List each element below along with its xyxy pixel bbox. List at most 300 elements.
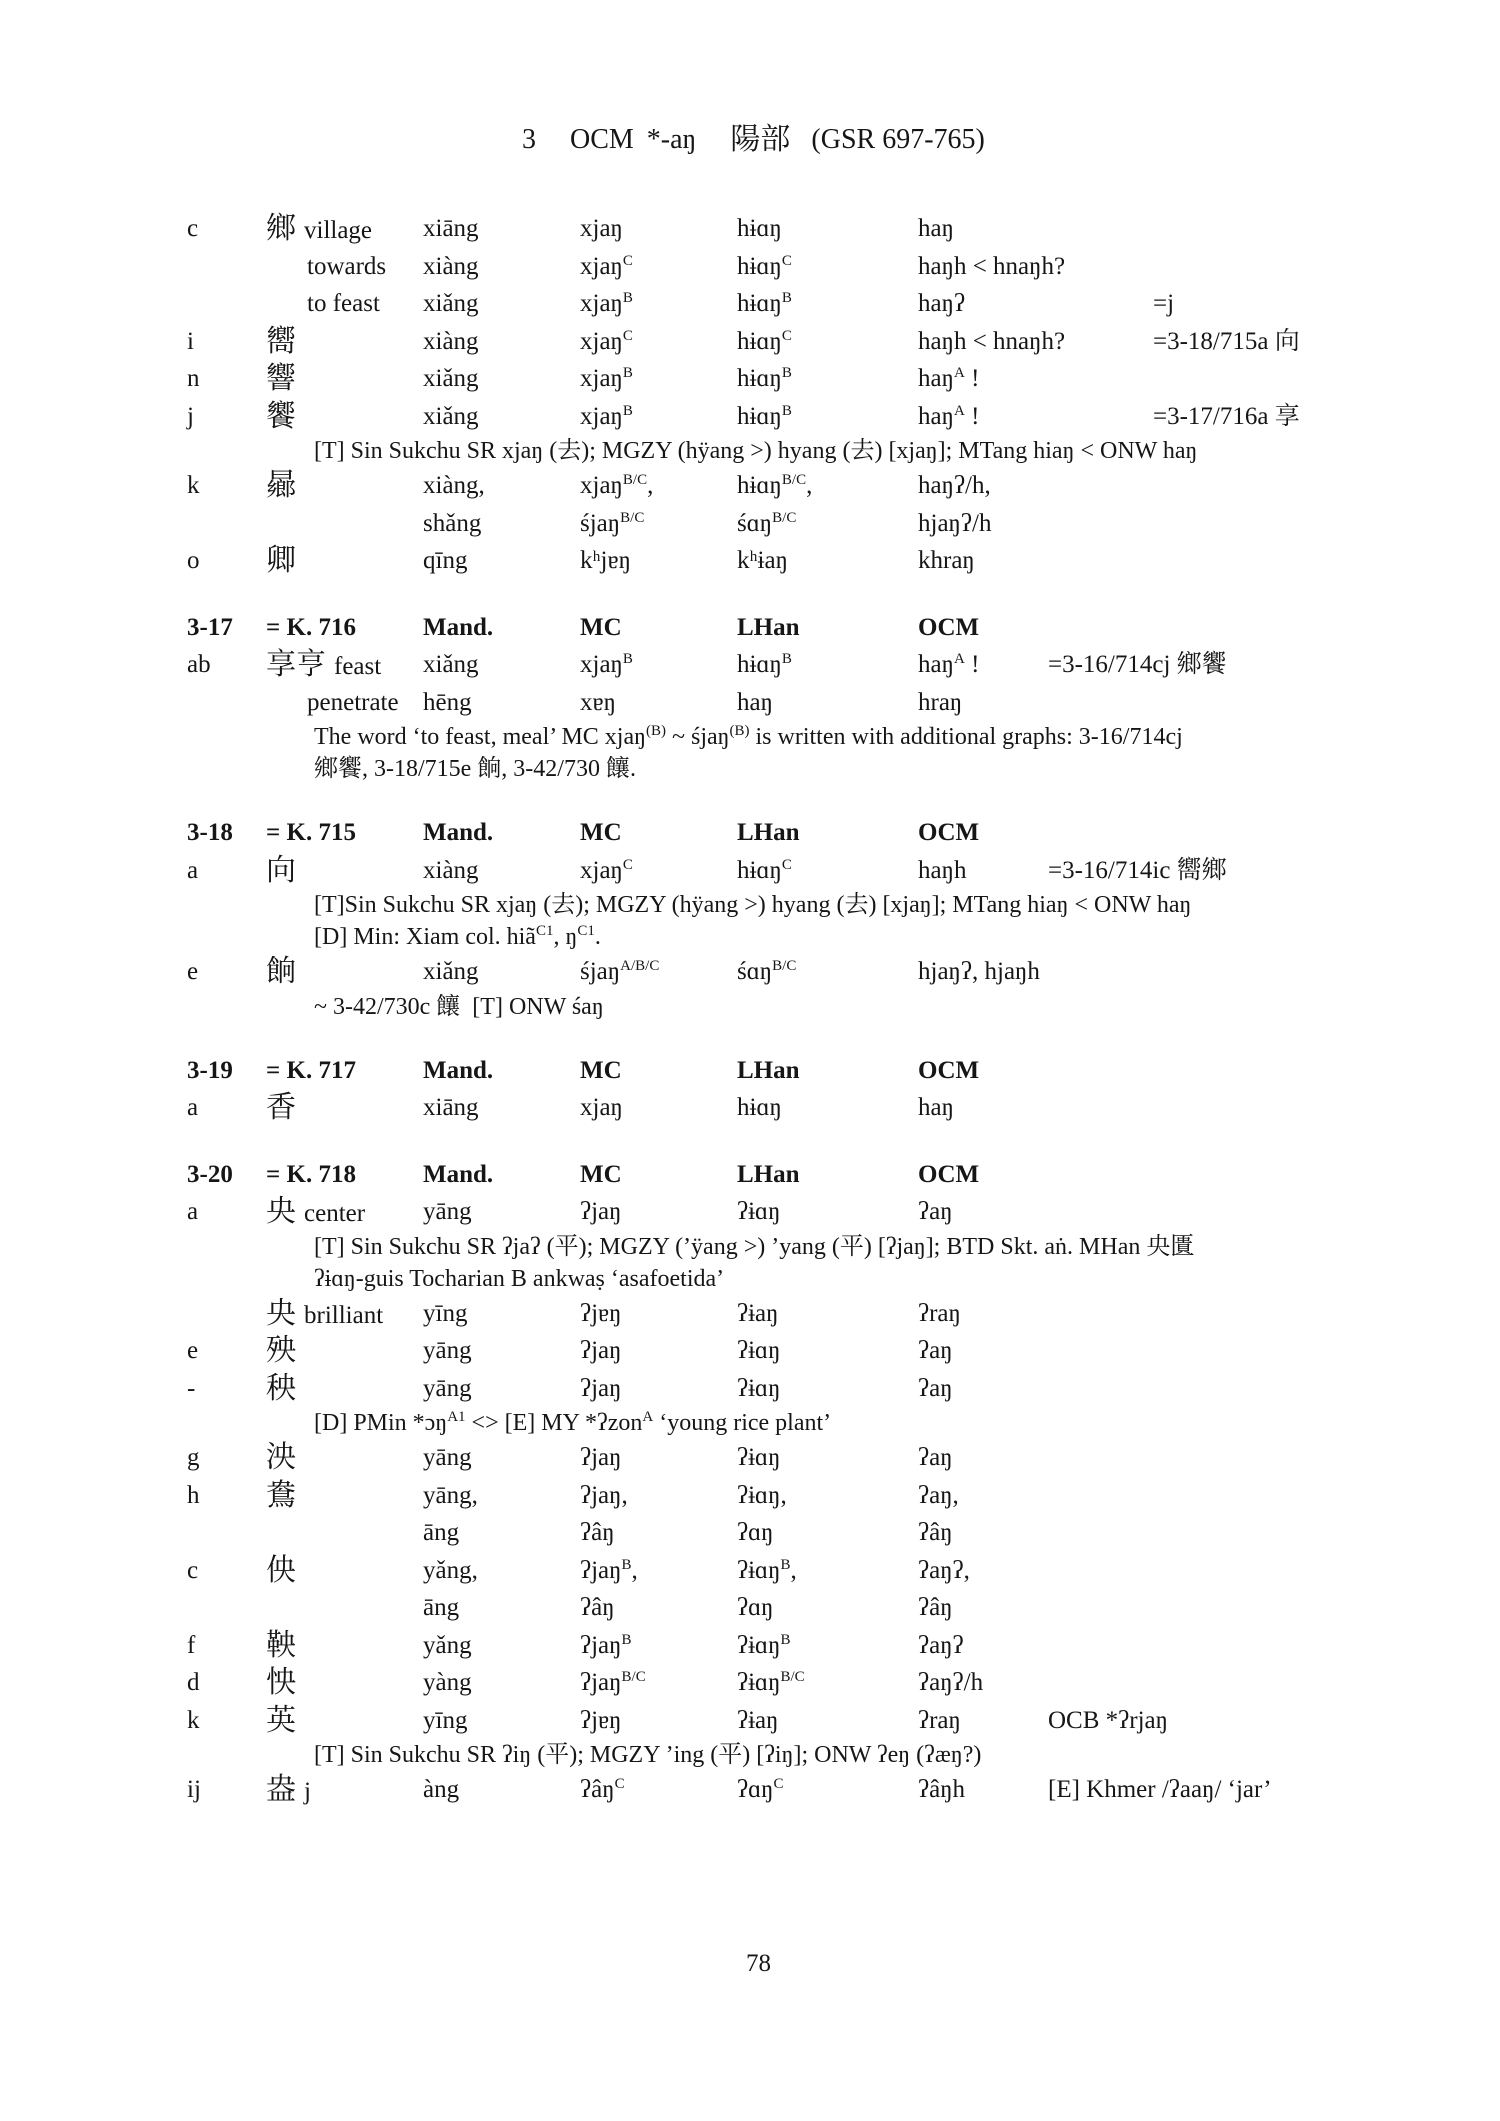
graph-cell [266, 398, 296, 438]
old-chinese-reading: hjaŋʔ, hjaŋh [918, 958, 1040, 985]
note-text: [T] Sin Sukchu SR ʔjaʔ (平); MGZY (’ÿang >) ’yang (平) [ʔjaŋ]; BTD Skt. aṅ. MHan 央匱 [314, 1233, 1195, 1260]
middle-chinese-reading: ʔjaŋ [580, 1444, 622, 1471]
entry-row [0, 1332, 1500, 1370]
series-section [0, 1052, 1500, 1127]
graph-cell [266, 1664, 296, 1704]
later-han-reading: kʰɨaŋ [737, 547, 788, 574]
entry-row [0, 323, 1500, 361]
graph-cell [266, 210, 372, 250]
graph-cell [266, 1295, 383, 1335]
graph-cell [266, 1193, 365, 1233]
mandarin-reading: āng [423, 1519, 460, 1546]
graph-cell [266, 360, 296, 400]
later-han-reading [737, 1552, 797, 1590]
middle-chinese-reading-segment: xjaŋ [580, 290, 623, 317]
entry-row [0, 1295, 1500, 1333]
entry-row [0, 210, 1500, 248]
graph-character: 卿 [266, 544, 296, 577]
graph-character: 秧 [266, 1371, 296, 1405]
middle-chinese-reading-segment: xjaŋ [580, 472, 623, 499]
old-chinese-reading: ʔâŋh [918, 1776, 966, 1803]
old-chinese-reading: haŋh < hnaŋh? [918, 252, 1066, 280]
middle-chinese-reading-segment: śjaŋ [580, 509, 621, 537]
graph-character: 泱 [266, 1441, 296, 1474]
middle-chinese-reading-segment: ʔâŋ [580, 1776, 615, 1803]
middle-chinese-reading-segment: ʔjaŋ [580, 1669, 622, 1696]
mandarin-reading: qīng [423, 547, 468, 574]
column-header-old-chinese: OCM [918, 613, 980, 641]
later-han-reading-segment: hɨɑŋ [737, 252, 782, 280]
middle-chinese-reading [580, 323, 633, 361]
superscript-tone: A [953, 365, 965, 381]
mandarin-reading: shǎng [423, 509, 482, 537]
middle-chinese-reading-segment: , [647, 472, 654, 499]
note-text-segment: . [594, 924, 601, 950]
graph-character: 向 [266, 853, 296, 887]
middle-chinese-reading-segment: ʔjaŋ [580, 1556, 622, 1584]
old-chinese-reading: ʔâŋ [918, 1594, 953, 1621]
middle-chinese-reading [580, 360, 633, 398]
page-title [522, 120, 985, 160]
old-chinese-reading-segment: haŋ [918, 402, 954, 430]
graph-cell [266, 953, 296, 993]
column-header-later-han: LHan [737, 613, 800, 641]
entry-letter: ij [187, 1776, 201, 1803]
graph-cell [266, 323, 296, 363]
mandarin-reading: yīng [423, 1706, 468, 1734]
series-number: 3-18 [187, 819, 233, 846]
cross-reference: =3-16/714ic 嚮鄉 [1048, 856, 1227, 884]
mandarin-reading: xiàng, [423, 472, 485, 499]
mandarin-reading: yǎng, [423, 1556, 478, 1584]
entry-row [0, 953, 1500, 991]
old-chinese-reading-segment: ! [964, 651, 980, 678]
karlgren-number: = K. 716 [266, 613, 356, 641]
old-chinese-reading: haŋ [918, 1094, 954, 1121]
entry-row [0, 1370, 1500, 1408]
mandarin-reading: xiàng [423, 856, 479, 884]
note-text: [T]Sin Sukchu SR xjaŋ (去); MGZY (hÿang >) hyang (去) [xjaŋ]; MTang hiaŋ < ONW haŋ [314, 892, 1192, 918]
graph-cell [266, 646, 381, 686]
column-header-later-han: LHan [737, 1056, 800, 1084]
middle-chinese-reading [580, 953, 659, 991]
middle-chinese-reading: xjaŋ [580, 1094, 623, 1121]
graph-character: 盎 [266, 1773, 296, 1806]
later-han-reading [737, 398, 792, 436]
superscript-tone: B [781, 402, 792, 419]
graph-cell [266, 467, 296, 507]
later-han-reading [737, 360, 792, 398]
entry-row [0, 1477, 1500, 1515]
middle-chinese-reading-segment: xjaŋ [580, 252, 623, 280]
entry-letter: o [187, 547, 200, 574]
superscript-tone: B [621, 1556, 632, 1573]
superscript-tone: (B) [646, 723, 666, 739]
mandarin-reading: xiàng [423, 252, 479, 280]
graph-character: 央 [266, 1195, 296, 1228]
superscript-tone: C1 [577, 923, 595, 939]
note-text: [T] Sin Sukchu SR ʔiŋ (平); MGZY ’ing (平) [ʔiŋ]; ONW ʔeŋ (ʔæŋ?) [314, 1742, 982, 1768]
entry-row [0, 1439, 1500, 1477]
later-han-reading-segment: ʔɨɑŋ [737, 1631, 781, 1659]
entry-row [0, 1089, 1500, 1127]
mandarin-reading: yāng [423, 1337, 472, 1364]
graph-character: 央 [266, 1296, 296, 1330]
column-header-old-chinese: OCM [918, 1160, 980, 1188]
mandarin-reading: yāng [423, 1444, 472, 1471]
cross-reference: OCB *ʔrjaŋ [1048, 1706, 1168, 1734]
superscript-tone: B/C [772, 958, 797, 974]
middle-chinese-reading [580, 646, 633, 684]
old-chinese-reading: khraŋ [918, 547, 975, 574]
graph-cell [266, 1332, 296, 1372]
graph-character: 香 [266, 1091, 296, 1124]
middle-chinese-reading-segment: xjaŋ [580, 651, 623, 678]
cross-reference: =j [1153, 290, 1175, 317]
series-section [0, 814, 1500, 1023]
later-han-reading-segment: hɨɑŋ [737, 402, 782, 430]
later-han-reading: ʔɨaŋ [737, 1706, 779, 1734]
mandarin-reading: xiǎng [423, 958, 479, 985]
middle-chinese-reading: xɐŋ [580, 688, 616, 716]
mandarin-reading: àng [423, 1776, 460, 1803]
entry-row [0, 1664, 1500, 1702]
note-line [0, 991, 1500, 1023]
middle-chinese-reading: xjaŋ [580, 215, 623, 242]
column-header-mandarin: Mand. [423, 1056, 494, 1084]
superscript-tone: A [953, 651, 965, 667]
column-header-middle-chinese: MC [580, 1160, 622, 1188]
middle-chinese-reading: ʔjɐŋ [580, 1706, 622, 1734]
note-text: ʔɨɑŋ-guis Tocharian B ankwaṣ ‘asafoetida’ [314, 1265, 725, 1292]
old-chinese-reading-segment: ! [964, 402, 980, 430]
series-header [0, 1052, 1500, 1090]
graph-character: 嚮 [266, 324, 296, 358]
old-chinese-reading [918, 398, 979, 436]
column-header-middle-chinese: MC [580, 819, 622, 846]
cross-reference: =3-18/715a 向 [1153, 327, 1300, 355]
note-line [0, 753, 1500, 785]
middle-chinese-reading [580, 1771, 625, 1809]
middle-chinese-reading-segment: xjaŋ [580, 402, 623, 430]
old-chinese-reading-segment: haŋ [918, 651, 954, 678]
later-han-reading: ʔɨɑŋ [737, 1444, 781, 1471]
superscript-tone: C [773, 1776, 784, 1792]
entry-letter: i [187, 327, 194, 355]
middle-chinese-reading-segment: ʔjaŋ [580, 1631, 622, 1659]
later-han-reading [737, 1771, 784, 1809]
graph-cell [266, 1370, 296, 1410]
note-text: 鄉饗, 3-18/715e 餉, 3-42/730 饟. [314, 756, 636, 782]
old-chinese-reading: haŋʔ [918, 290, 966, 317]
entry-letter: a [187, 1094, 199, 1121]
middle-chinese-reading: ʔjaŋ [580, 1374, 622, 1402]
old-chinese-reading: ʔâŋ [918, 1519, 953, 1546]
later-han-reading: ʔɨɑŋ [737, 1198, 781, 1225]
later-han-reading [737, 1627, 791, 1665]
column-header-later-han: LHan [737, 1160, 800, 1188]
superscript-tone: (B) [729, 723, 750, 739]
superscript-tone: C1 [535, 923, 554, 939]
middle-chinese-reading [580, 398, 633, 436]
later-han-reading-segment: ʔɑŋ [737, 1776, 774, 1803]
entry-row [0, 1702, 1500, 1740]
later-han-reading: ʔɨɑŋ, [737, 1481, 787, 1509]
old-chinese-reading: haŋʔ/h, [918, 472, 991, 499]
gloss: brilliant [304, 1301, 384, 1329]
note-line [0, 721, 1500, 753]
old-chinese-reading-segment: haŋ [918, 365, 954, 392]
entry-letter: c [187, 215, 199, 242]
later-han-reading [737, 248, 792, 286]
old-chinese-reading [918, 646, 979, 684]
superscript-tone: C [622, 327, 633, 344]
note-line [0, 1263, 1500, 1295]
later-han-reading [737, 953, 796, 991]
superscript-tone: B/C [780, 1669, 805, 1685]
mandarin-reading: xiàng [423, 327, 479, 355]
series-header [0, 609, 1500, 647]
old-chinese-reading: ʔaŋ [918, 1444, 953, 1471]
superscript-tone: C [614, 1776, 625, 1792]
entry-letter: k [187, 1706, 200, 1734]
column-header-middle-chinese: MC [580, 1056, 622, 1084]
entry-letter: - [187, 1374, 196, 1402]
entry-row [0, 1552, 1500, 1590]
karlgren-number: = K. 715 [266, 819, 356, 846]
later-han-reading [737, 646, 792, 684]
superscript-tone: B [781, 290, 792, 306]
middle-chinese-reading [580, 285, 633, 323]
entry-row [0, 248, 1500, 286]
mandarin-reading: xiǎng [423, 290, 479, 317]
page-number: 78 [746, 1950, 771, 1977]
note-line [0, 1739, 1500, 1771]
graph-character: 鄉 [266, 212, 296, 245]
later-han-reading: ʔɨɑŋ [737, 1374, 781, 1402]
old-chinese-reading: haŋh < hnaŋh? [918, 327, 1066, 355]
note-text [314, 721, 1183, 753]
entry-row [0, 1627, 1500, 1665]
note-text-segment: ‘young rice plant’ [653, 1410, 832, 1436]
later-han-reading-segment: , [806, 472, 813, 499]
mandarin-reading: yāng [423, 1374, 472, 1402]
old-chinese-reading-segment: ! [964, 365, 980, 392]
graph-character: 餉 [266, 955, 296, 988]
series-number: 3-20 [187, 1160, 233, 1188]
chapter-number: 3 [522, 124, 536, 155]
entry-row [0, 646, 1500, 684]
later-han-reading-segment: hɨɑŋ [737, 327, 782, 355]
graph-character: 鴦 [266, 1478, 296, 1512]
later-han-reading: hɨɑŋ [737, 215, 782, 242]
later-han-reading: haŋ [737, 688, 773, 716]
superscript-tone: B/C [620, 509, 645, 526]
middle-chinese-reading-segment: , [631, 1556, 638, 1584]
superscript-tone: C [622, 252, 633, 269]
old-chinese-reading: ʔaŋ, [918, 1481, 959, 1509]
later-han-reading: ʔɑŋ [737, 1519, 774, 1546]
superscript-tone: C [781, 252, 792, 269]
middle-chinese-reading [580, 248, 633, 286]
note-text: [T] Sin Sukchu SR xjaŋ (去); MGZY (hÿang >) hyang (去) [xjaŋ]; MTang hiaŋ < ONW haŋ [314, 438, 1198, 464]
later-han-reading [737, 467, 812, 505]
entry-row [0, 505, 1500, 543]
graph-character: 英 [266, 1703, 296, 1737]
entry-row [0, 1771, 1500, 1809]
mandarin-reading: yāng [423, 1198, 472, 1225]
old-chinese-reading: ʔaŋʔ [918, 1631, 964, 1659]
later-han-reading-segment: ʔɨɑŋ [737, 1556, 781, 1584]
graph-character: 殃 [266, 1334, 296, 1367]
superscript-tone: B [622, 402, 633, 419]
cross-reference: [E] Khmer /ʔaaŋ/ ‘jar’ [1048, 1776, 1272, 1803]
old-chinese-reading: ʔaŋʔ/h [918, 1669, 984, 1696]
middle-chinese-reading: ʔjaŋ [580, 1337, 622, 1364]
rhyme-group-chinese: 陽部 [730, 123, 791, 156]
note-text-segment: is written with additional graphs: 3-16/714cj [749, 724, 1183, 750]
middle-chinese-reading [580, 1664, 646, 1702]
mandarin-reading: āng [423, 1594, 460, 1621]
superscript-tone: B/C [772, 509, 797, 526]
column-header-mandarin: Mand. [423, 1160, 494, 1188]
mandarin-reading: xiǎng [423, 402, 479, 430]
old-chinese-reading: ʔaŋʔ, [918, 1556, 970, 1584]
later-han-reading [737, 285, 792, 323]
superscript-tone: A/B/C [620, 958, 660, 974]
gloss: penetrate [307, 688, 399, 716]
series-number: 3-17 [187, 613, 233, 641]
entry-letter: a [187, 1198, 199, 1225]
column-header-later-han: LHan [737, 819, 800, 846]
note-text [314, 921, 601, 953]
mandarin-reading: xiǎng [423, 651, 479, 678]
middle-chinese-reading [580, 505, 644, 543]
graph-character: 怏 [266, 1666, 296, 1699]
note-line [0, 1407, 1500, 1439]
superscript-tone: B/C [781, 472, 807, 488]
graph-cell [266, 1627, 296, 1667]
graph-cell [266, 1702, 296, 1742]
series-header [0, 1156, 1500, 1194]
entry-row [0, 360, 1500, 398]
middle-chinese-reading [580, 1552, 638, 1590]
entry-letter: c [187, 1556, 199, 1584]
karlgren-number: = K. 717 [266, 1056, 356, 1084]
series-header [0, 814, 1500, 852]
entry-table [0, 210, 1500, 1809]
entry-letter: n [187, 365, 200, 392]
mandarin-reading: yǎng [423, 1631, 472, 1659]
middle-chinese-reading: ʔjɐŋ [580, 1299, 622, 1327]
entry-letter: k [187, 472, 200, 499]
mandarin-reading: xiǎng [423, 365, 479, 392]
note-text-segment: <> [E] MY *ʔzon [465, 1410, 643, 1436]
gloss: village [304, 217, 373, 244]
entry-letter: a [187, 856, 199, 884]
mandarin-reading: yàng [423, 1669, 472, 1696]
middle-chinese-reading-segment: śjaŋ [580, 958, 621, 985]
mandarin-reading: xiāng [423, 1094, 479, 1121]
entry-letter: h [187, 1481, 200, 1509]
graph-cell [266, 1552, 296, 1592]
note-line [0, 435, 1500, 467]
graph-cell [266, 1439, 296, 1479]
superscript-tone: B [780, 1631, 791, 1648]
old-chinese-reading: hraŋ [918, 688, 963, 716]
gloss: towards [307, 252, 387, 280]
mandarin-reading: yīng [423, 1299, 468, 1327]
later-han-reading [737, 505, 796, 543]
mandarin-reading: yāng, [423, 1481, 478, 1509]
later-han-reading [737, 1664, 805, 1702]
superscript-tone: C [781, 856, 792, 873]
superscript-tone: B [622, 365, 633, 381]
middle-chinese-reading-segment: xjaŋ [580, 327, 623, 355]
middle-chinese-reading: ʔjaŋ, [580, 1481, 628, 1509]
middle-chinese-reading: ʔâŋ [580, 1519, 615, 1546]
gsr-range: (GSR 697-765) [811, 124, 985, 155]
rhyme-group: *-aŋ [646, 124, 697, 155]
entry-letter: e [187, 958, 199, 985]
superscript-tone: B [621, 1631, 632, 1648]
note-text-segment: [D] PMin *ɔŋ [314, 1410, 448, 1436]
graph-character: 享亨 [266, 648, 326, 681]
note-text-segment: [D] Min: Xiam col. hiã [314, 924, 536, 950]
later-han-reading-segment: śɑŋ [737, 958, 773, 985]
entry-row [0, 1589, 1500, 1627]
middle-chinese-reading-segment: xjaŋ [580, 365, 623, 392]
later-han-reading [737, 852, 792, 890]
graph-character: 曏 [266, 469, 296, 502]
later-han-reading: ʔɨɑŋ [737, 1337, 781, 1364]
graph-character: 饗 [266, 399, 296, 433]
superscript-tone: B [780, 1556, 791, 1573]
old-chinese-reading: ʔraŋ [918, 1706, 961, 1734]
later-han-reading-segment: hɨɑŋ [737, 472, 782, 499]
gloss: center [304, 1200, 366, 1227]
note-line [0, 921, 1500, 953]
note-text-segment: , ŋ [553, 924, 578, 950]
karlgren-number: = K. 718 [266, 1160, 356, 1188]
graph-character: 佒 [266, 1553, 296, 1587]
superscript-tone: B [622, 651, 633, 667]
column-header-mandarin: Mand. [423, 613, 494, 641]
middle-chinese-reading-segment: xjaŋ [580, 856, 623, 884]
graph-character: 響 [266, 362, 296, 395]
superscript-tone: B [622, 290, 633, 306]
middle-chinese-reading [580, 1627, 632, 1665]
later-han-reading-segment: , [790, 1556, 797, 1584]
later-han-reading: hɨɑŋ [737, 1094, 782, 1121]
column-header-old-chinese: OCM [918, 1056, 980, 1084]
entry-row [0, 1193, 1500, 1231]
old-chinese-reading: haŋ [918, 215, 954, 242]
superscript-tone: C [781, 327, 792, 344]
later-han-reading-segment: hɨɑŋ [737, 651, 782, 678]
gloss: feast [334, 653, 382, 680]
superscript-tone: B [781, 651, 792, 667]
entry-row [0, 285, 1500, 323]
entry-letter: j [187, 402, 194, 430]
later-han-reading-segment: ʔɨɑŋ [737, 1669, 781, 1696]
title-label: OCM [570, 124, 634, 155]
entry-row [0, 852, 1500, 890]
graph-cell [266, 1089, 296, 1129]
note-text: ~ 3-42/730c 饟 [T] ONW śaŋ [314, 993, 604, 1020]
graph-cell [266, 1771, 311, 1811]
note-text-segment: ~ śjaŋ [666, 724, 730, 750]
